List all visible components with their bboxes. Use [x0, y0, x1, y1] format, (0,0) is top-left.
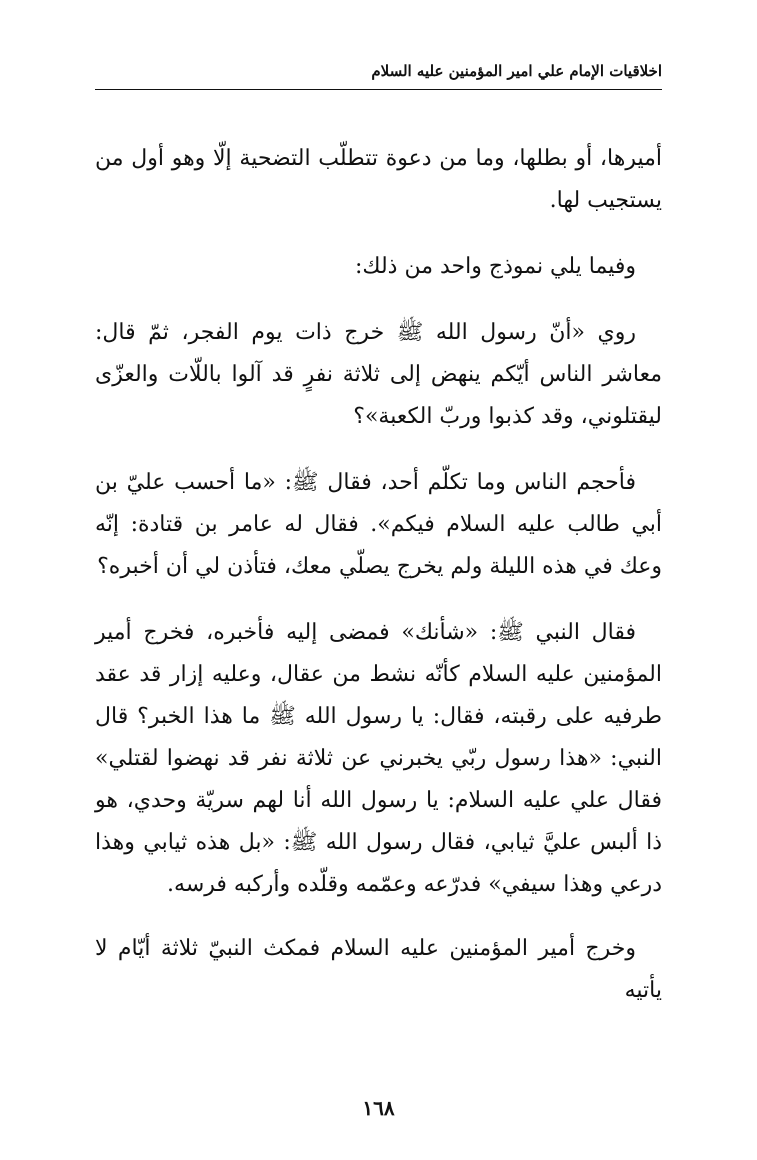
paragraph-3: روي «أنّ رسول الله ﷺ خرج ذات يوم الفجر، ثمّ قال: معاشر الناس أيّكم ينهض إلى ثلاثة نفرٍ قد آلوا باللّات والعزّى ليقتلوني، وقد كذبوا وربّ الكعبة»؟: [95, 320, 662, 429]
page-number: ١٦٨: [362, 1096, 395, 1120]
running-head: اخلاقيات الإمام علي امير المؤمنين عليه السلام: [95, 62, 662, 90]
paragraph-2: وفيما يلي نموذج واحد من ذلك:: [355, 254, 636, 279]
paragraph-1: أميرها، أو بطلها، وما من دعوة تتطلّب التضحية إلّا وهو أول من يستجيب لها.: [95, 146, 662, 213]
paragraph-5: فقال النبي ﷺ: «شأنك» فمضى إليه فأخبره، فخرج أمير المؤمنين عليه السلام كأنّه نشط من عقال، وعليه إزار قد عقد طرفيه على رقبته، فقال: يا رسول الله ﷺ ما هذا الخبر؟ قال النبي: «هذا رسول ربّي يخبرني عن ثلاثة نفر قد نهضوا لقتلي» فقال علي عليه السلام: يا رسول الله أنا لهم سريّة وحدي، هو ذا ألبس عليَّ ثيابي، فقال رسول الله ﷺ: «بل هذه ثيابي وهذا درعي وهذا سيفي» فدرّعه وعمّمه وقلّده وأركبه فرسه.: [95, 620, 662, 897]
paragraph-4: فأحجم الناس وما تكلّم أحد، فقال ﷺ: «ما أحسب عليّ بن أبي طالب عليه السلام فيكم». فقال له عامر بن قتادة: إنّه وعك في هذه الليلة ولم يخرج يصلّي معك، فتأذن لي أن أخبره؟: [95, 470, 662, 579]
body-text: [95, 138, 662, 1036]
paragraph-6: وخرج أمير المؤمنين عليه السلام فمكث النبيّ ثلاثة أيّام لا يأتيه: [95, 936, 662, 1003]
